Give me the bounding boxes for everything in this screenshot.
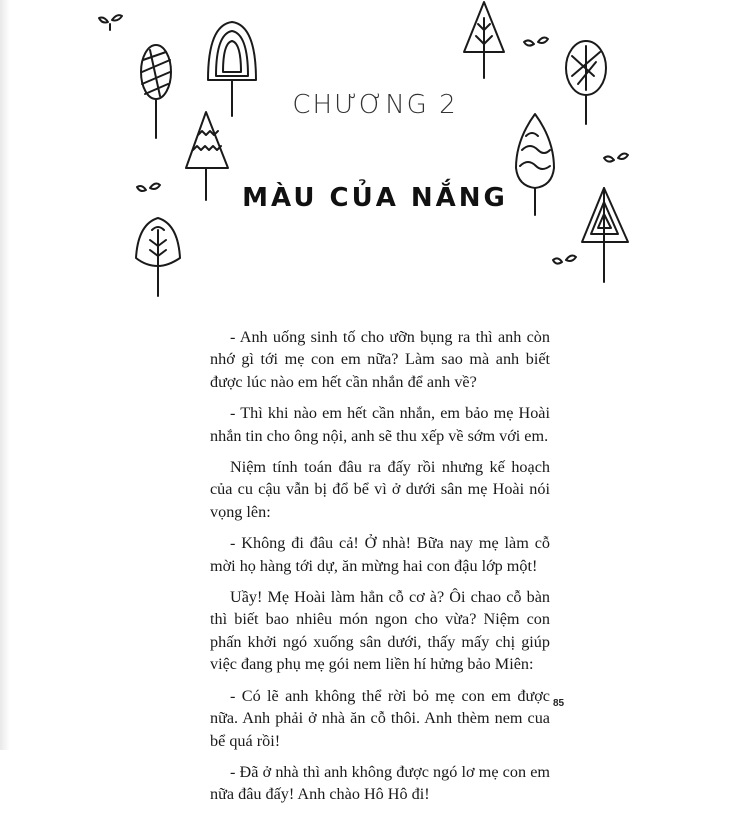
paragraph: - Anh uống sinh tố cho ưỡn bụng ra thì anh còn nhớ gì tới mẹ con em nữa? Làm sao mà anh biết được lúc nào em hết cần nhắn để anh về?	[210, 328, 550, 391]
round-tree-icon	[566, 41, 606, 124]
sprout-icon	[137, 184, 160, 191]
sprout-icon	[553, 256, 576, 264]
doodle-decoration	[0, 0, 750, 310]
pine-tree-icon	[464, 2, 504, 78]
paragraph: - Thì khi nào em hết cần nhắn, em bảo mẹ Hoài nhắn tin cho ông nội, anh sẽ thu xếp về sớm với em.	[210, 404, 550, 445]
page-number: 85	[553, 698, 565, 709]
chapter-body	[210, 326, 550, 815]
arch-tree-icon	[208, 22, 256, 116]
paragraph: - Đã ở nhà thì anh không được ngó lơ mẹ con em nữa đâu đấy! Anh chào Hô Hô đi!	[210, 762, 550, 804]
round-tree-icon	[141, 45, 171, 138]
sprout-icon	[524, 38, 548, 46]
sprout-icon	[604, 154, 628, 162]
chapter-label: CHƯƠNG 2	[292, 90, 458, 120]
triangle-tree-icon	[136, 218, 180, 296]
paragraph: Uầy! Mẹ Hoài làm hẳn cỗ cơ à? Ôi chao cỗ bàn thì biết bao nhiêu món ngon cho vừa? Niệm con phấn khởi ngó xuống sân dưới, thấy mấy chị giúp việc đang phụ mẹ gói nem liền hí hửng bảo Miên:	[210, 588, 550, 674]
sprout-icon	[99, 15, 122, 30]
chapter-title: MÀU CỦA NẮNG	[242, 183, 508, 213]
paragraph: - Không đi đâu cả! Ở nhà! Bữa nay mẹ làm cỗ mời họ hàng tới dự, ăn mừng hai con đậu lớp một!	[210, 534, 550, 575]
paragraph: Niệm tính toán đâu ra đấy rồi nhưng kế hoạch của cu cậu vẫn bị đổ bể vì ở dưới sân mẹ Hoài nói vọng lên:	[210, 458, 550, 521]
paragraph: - Có lẽ anh không thể rời bỏ mẹ con em được nữa. Anh phải ở nhà ăn cỗ thôi. Anh thèm nem cua bể quá rồi!	[210, 686, 550, 750]
triangle-tree-icon	[582, 188, 628, 282]
